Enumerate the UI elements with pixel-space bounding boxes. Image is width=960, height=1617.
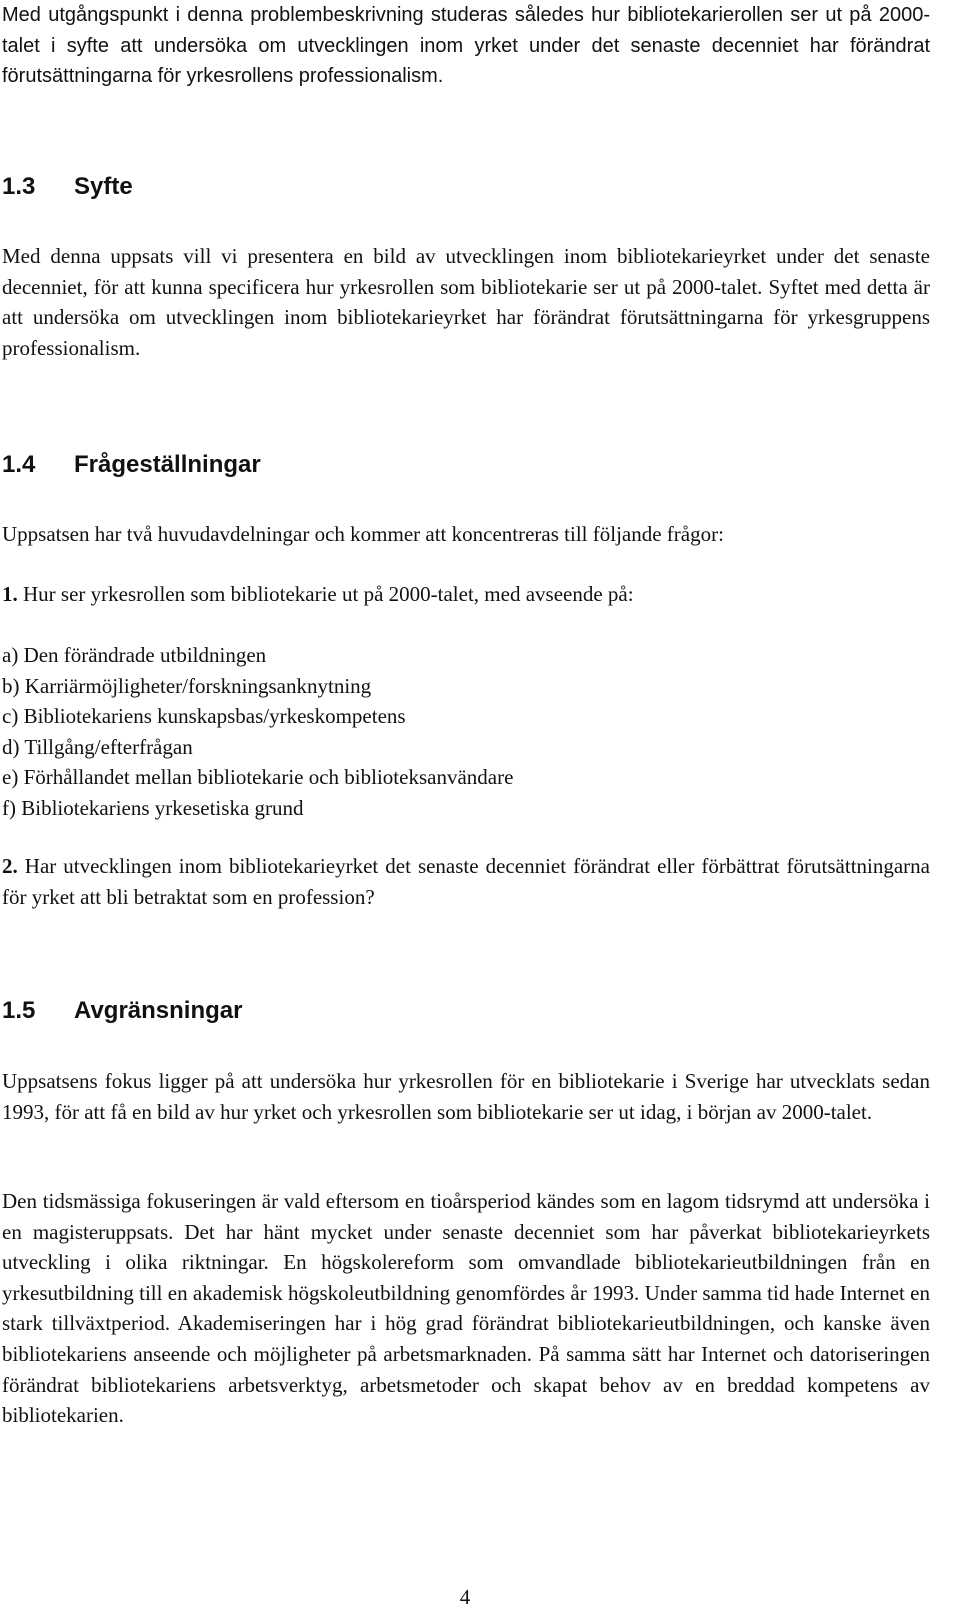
section-title: Avgränsningar [74,997,243,1024]
heading-syfte [2,172,133,202]
question-1 [2,579,930,610]
list-item: e) Förhållandet mellan bibliotekarie och biblioteksanvändare [2,765,514,790]
intro-paragraph: Med utgångspunkt i denna problembeskrivning studeras således hur bibliotekarierollen ser ut på 2000-talet i syfte att undersöka om utvecklingen inom yrket under det senaste decenniet har förändrat förutsättningarna för yrkesrollens professionalism. [2,4,930,88]
section-number: 1.4 [2,451,36,478]
subitem-list [2,640,930,824]
question-number: 1. [2,582,18,606]
syfte-paragraph: Med denna uppsats vill vi presentera en bild av utvecklingen inom bibliotekarieyrket under det senaste decenniet, för att kunna specificera hur yrkesrollen som bibliotekarie ser ut på 2000-talet. Syftet med detta är att undersöka om utvecklingen inom bibliotekarieyrket har förändrat förutsättningarna för yrkesgruppens professionalism. [2,244,930,360]
section-title: Syfte [74,173,133,200]
list-item: b) Karriärmöjligheter/forskningsanknytning [2,673,372,698]
section-number: 1.5 [2,997,36,1024]
avgransningar-paragraph-1: Uppsatsens fokus ligger på att undersöka hur yrkesrollen för en bibliotekarie i Sverige har utvecklats sedan 1993, för att få en bild av hur yrket och yrkesrollen som bibliotekarie ser ut idag, i början av 2000-talet. [2,1069,930,1124]
question-2 [2,851,930,912]
section-number: 1.3 [2,173,36,200]
question-text: Hur ser yrkesrollen som bibliotekarie ut på 2000-talet, med avseende på: [17,582,634,606]
heading-fragestallningar [2,450,261,480]
question-text: Har utvecklingen inom bibliotekarieyrket det senaste decenniet förändrat eller förbättrat förutsättningarna för yrket att bli betraktat som en profession? [2,854,930,909]
list-item: a) Den förändrade utbildningen [2,643,267,667]
avgransningar-paragraph-2: Den tidsmässiga fokuseringen är vald eftersom en tioårsperiod kändes som en lagom tidsrymd att undersöka i en magisteruppsats. Det har hänt mycket under senaste decenniet som har påverkat bibliotekarieyrkets utveckling i olika riktningar. En högskolereform som omvandlade bibliotekarieutbildningen från en yrkesutbildning till en akademisk högskoleutbildning genomfördes år 1993. Under samma tid hade Internet en stark tillväxtperiod. Akademiseringen har i hög grad förändrat bibliotekarieutbildningen, och kanske även bibliotekariens anseende och möjligheter på arbetsmarknaden. På samma sätt har Internet och datoriseringen förändrat bibliotekariens arbetsverktyg, arbetsmetoder och skapat behov av en breddad kompetens av bibliotekarien. [2,1189,930,1428]
list-item: c) Bibliotekariens kunskapsbas/yrkeskompetens [2,704,406,729]
list-item: d) Tillgång/efterfrågan [2,734,193,759]
page-number: 4 [459,1585,471,1609]
fragestallningar-intro: Uppsatsen har två huvudavdelningar och kommer att koncentreras till följande frågor: [2,522,724,546]
section-title: Frågeställningar [74,451,261,478]
list-item: f) Bibliotekariens yrkesetiska grund [2,795,304,820]
heading-avgransningar [2,996,242,1026]
question-number: 2. [2,854,18,878]
